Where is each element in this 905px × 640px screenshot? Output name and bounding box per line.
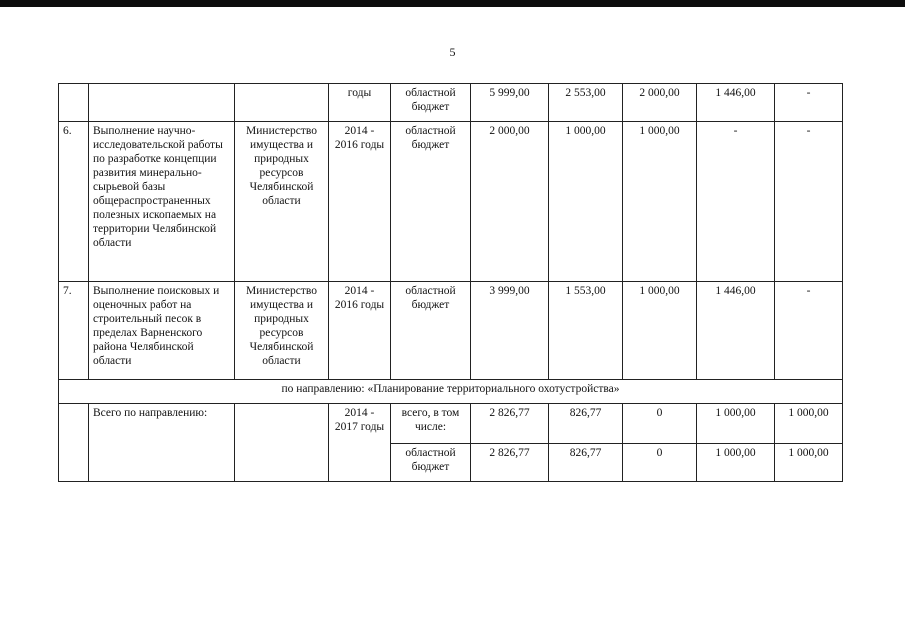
cell-value: - xyxy=(697,122,775,282)
cell-index xyxy=(59,404,89,482)
cell-value: 1 000,00 xyxy=(697,404,775,444)
cell-index: 6. xyxy=(59,122,89,282)
cell-value: 826,77 xyxy=(549,404,623,444)
cell-value: 1 000,00 xyxy=(549,122,623,282)
cell-value: 0 xyxy=(623,444,697,482)
table-row xyxy=(59,122,843,282)
cell-value: - xyxy=(775,122,843,282)
page-number: 5 xyxy=(449,45,456,59)
cell-source: областной бюджет xyxy=(391,444,471,482)
cell-name xyxy=(89,84,235,122)
cell-value: 2 553,00 xyxy=(549,84,623,122)
cell-period: 2014 - 2016 годы xyxy=(329,282,391,380)
table-row xyxy=(59,84,843,122)
budget-table xyxy=(58,83,843,482)
cell-source: областной бюджет xyxy=(391,84,471,122)
cell-index: 7. xyxy=(59,282,89,380)
cell-name: Выполнение поисковых и оценочных работ на строительный песок в пределах Варненского района Челябинской области xyxy=(89,282,235,380)
cell-value: 1 446,00 xyxy=(697,282,775,380)
cell-period: годы xyxy=(329,84,391,122)
cell-executor: Министерство имущества и природных ресурсов Челябинской области xyxy=(235,282,329,380)
cell-value: 3 999,00 xyxy=(471,282,549,380)
cell-executor xyxy=(235,404,329,482)
cell-executor xyxy=(235,84,329,122)
cell-value: - xyxy=(775,282,843,380)
cell-index xyxy=(59,84,89,122)
cell-value: 1 553,00 xyxy=(549,282,623,380)
cell-executor: Министерство имущества и природных ресурсов Челябинской области xyxy=(235,122,329,282)
cell-value: 2 826,77 xyxy=(471,404,549,444)
cell-value: 5 999,00 xyxy=(471,84,549,122)
cell-name: Выполнение научно-исследовательской работы по разработке концепции развития минерально-сырьевой базы общераспространенных полезных ископаемых на территории Челябинской области xyxy=(89,122,235,282)
cell-period: 2014 - 2017 годы xyxy=(329,404,391,482)
cell-source: всего, в том числе: xyxy=(391,404,471,444)
cell-value: 2 826,77 xyxy=(471,444,549,482)
scan-top-border xyxy=(0,0,905,7)
table-row xyxy=(59,404,843,444)
cell-value: 1 000,00 xyxy=(775,444,843,482)
section-header-row xyxy=(59,380,843,404)
cell-value: 1 446,00 xyxy=(697,84,775,122)
cell-value: 0 xyxy=(623,404,697,444)
cell-value: 1 000,00 xyxy=(775,404,843,444)
cell-value: 2 000,00 xyxy=(623,84,697,122)
cell-value: 1 000,00 xyxy=(623,122,697,282)
cell-value: 2 000,00 xyxy=(471,122,549,282)
cell-value: 1 000,00 xyxy=(623,282,697,380)
cell-value: - xyxy=(775,84,843,122)
section-title: по направлению: «Планирование территориального охотустройства» xyxy=(59,380,843,404)
cell-source: областной бюджет xyxy=(391,282,471,380)
cell-source: областной бюджет xyxy=(391,122,471,282)
cell-value: 1 000,00 xyxy=(697,444,775,482)
table-row xyxy=(59,282,843,380)
cell-name: Всего по направлению: xyxy=(89,404,235,482)
cell-value: 826,77 xyxy=(549,444,623,482)
cell-period: 2014 - 2016 годы xyxy=(329,122,391,282)
